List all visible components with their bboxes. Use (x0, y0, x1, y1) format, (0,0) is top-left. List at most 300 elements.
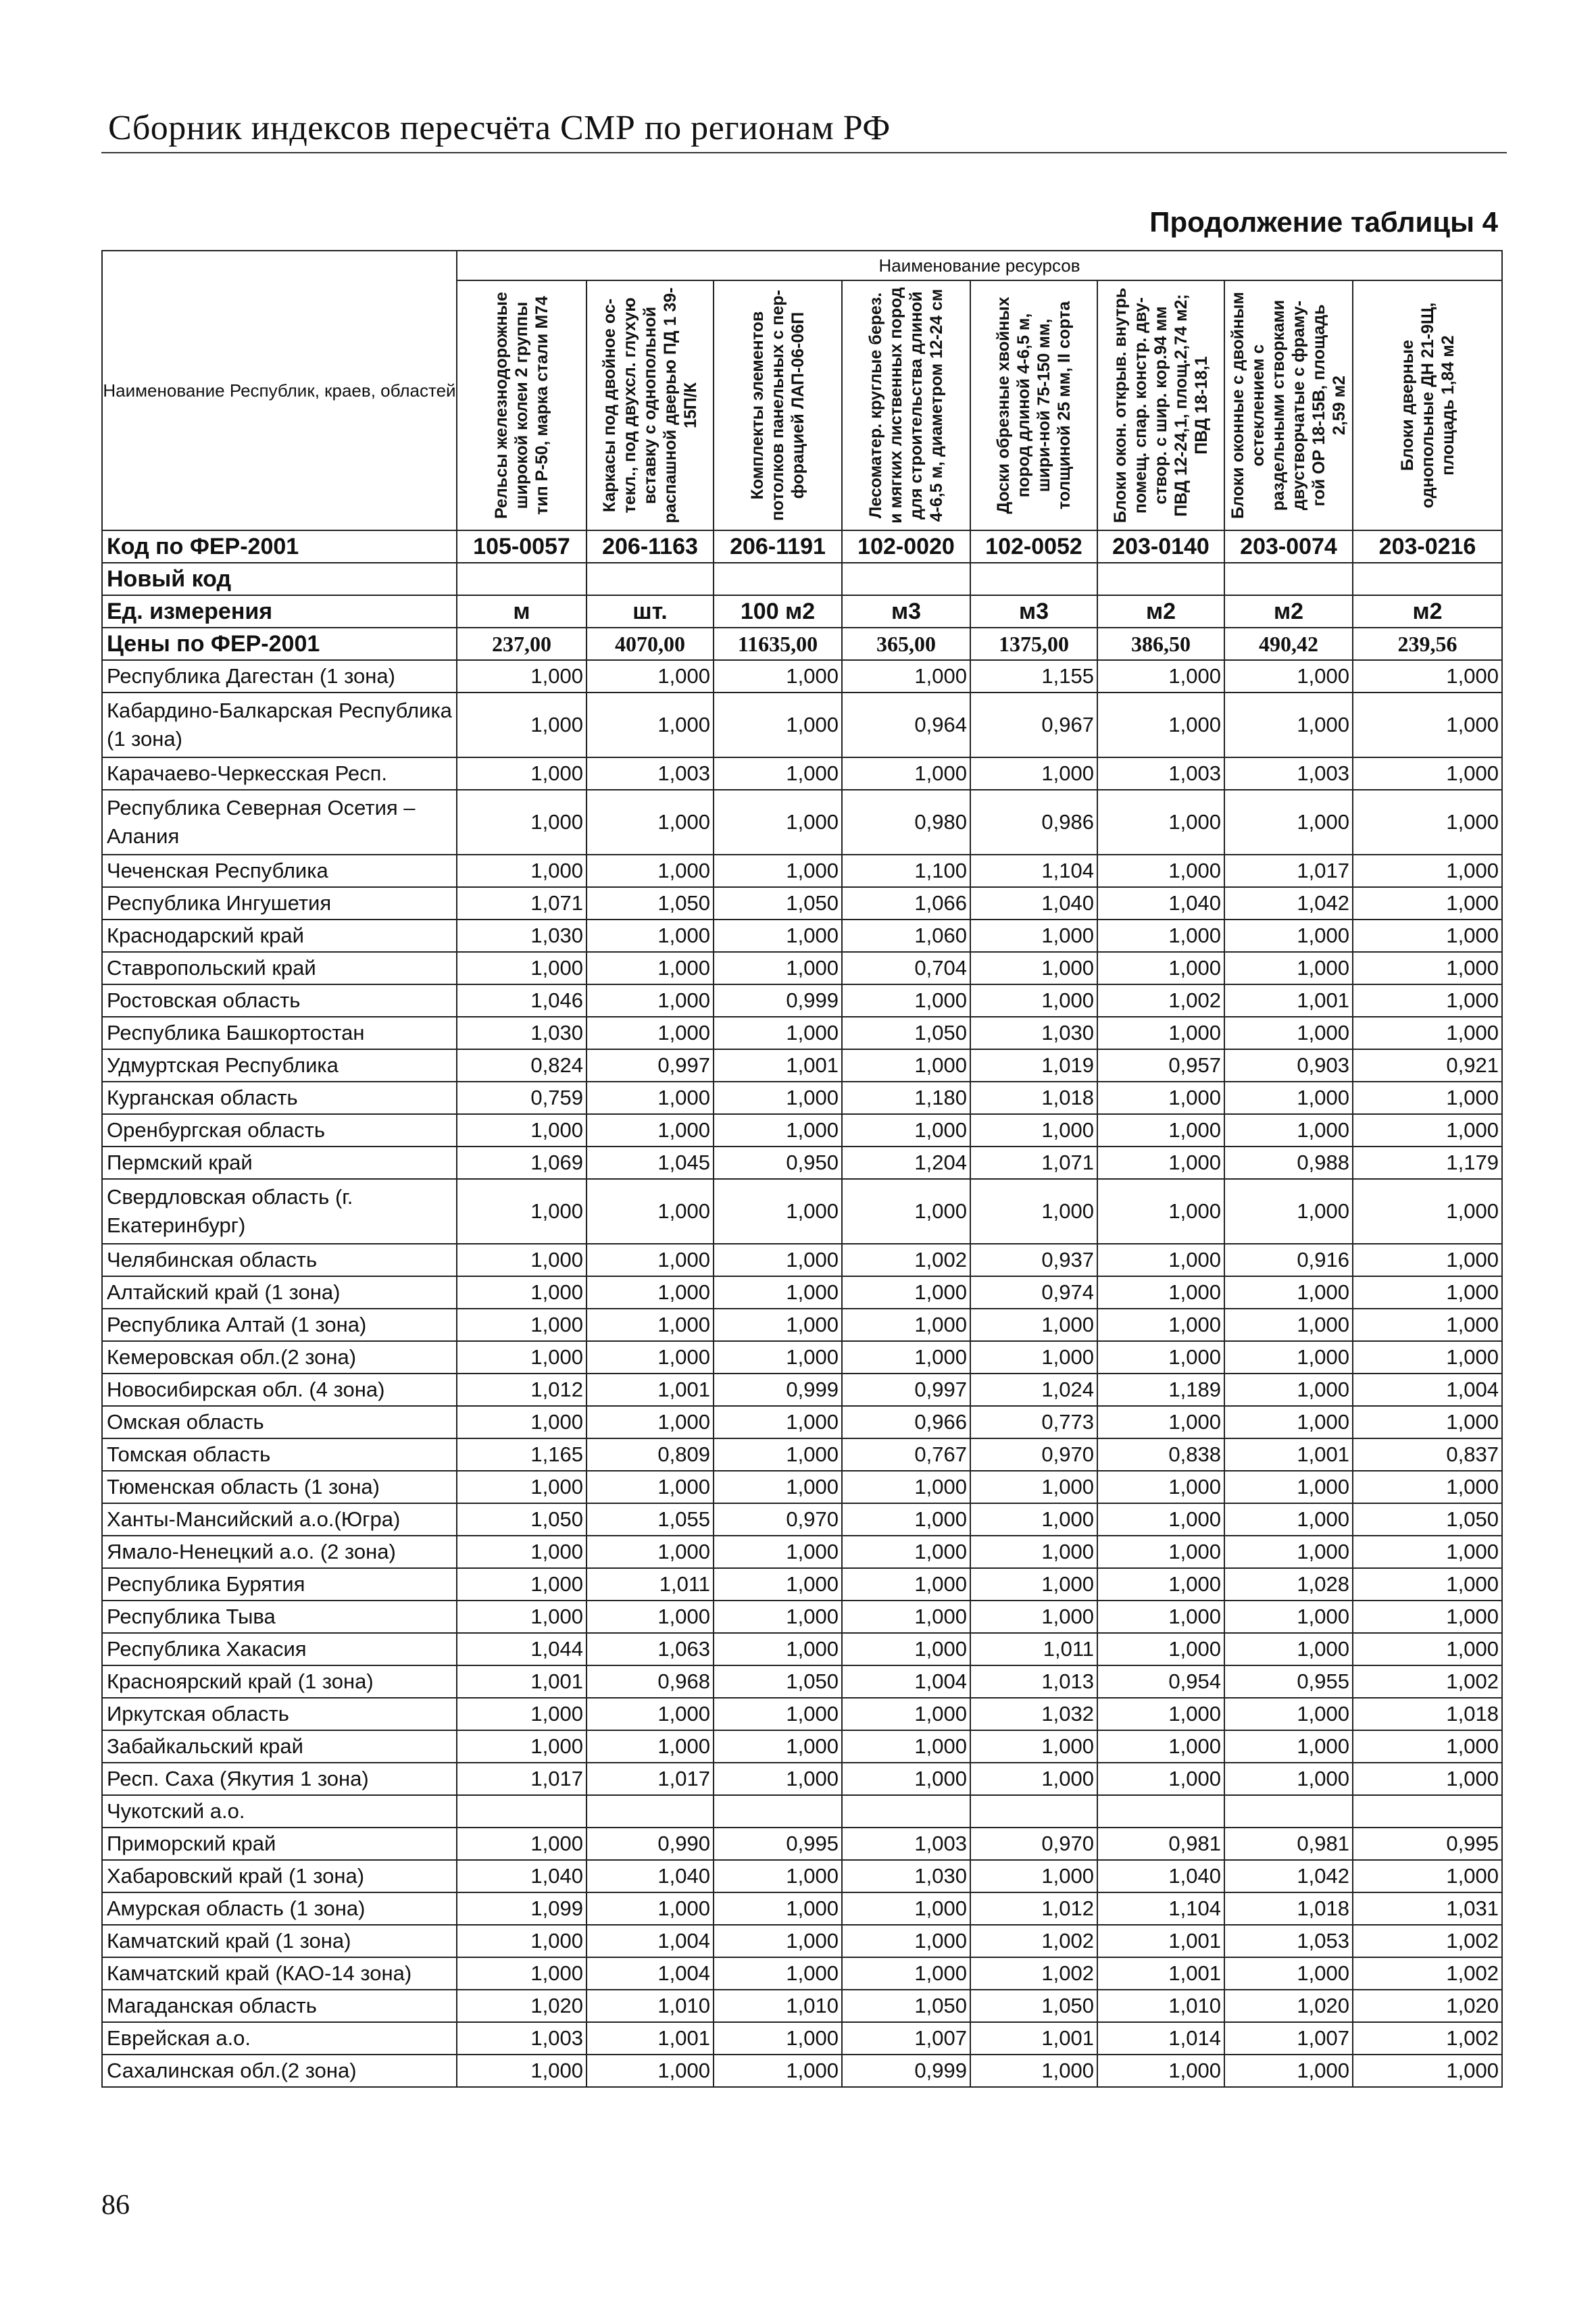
index-value: 1,050 (842, 1017, 970, 1049)
index-value: 1,000 (457, 660, 587, 693)
table-row (102, 887, 1502, 920)
index-value: 1,000 (1353, 1244, 1502, 1276)
price-cell: 365,00 (842, 628, 970, 660)
table-row (102, 757, 1502, 790)
index-value: 1,042 (1224, 887, 1353, 920)
index-value: 1,000 (1097, 1179, 1224, 1244)
table-row (102, 984, 1502, 1017)
table-row (102, 1049, 1502, 1082)
index-value: 1,000 (1097, 693, 1224, 757)
index-value: 1,000 (970, 1536, 1097, 1568)
index-value: 1,000 (714, 920, 842, 952)
index-value: 1,001 (587, 1374, 714, 1406)
index-value: 1,000 (1353, 790, 1502, 855)
index-value: 1,000 (1097, 2055, 1224, 2087)
resources-group-header: Наименование ресурсов (457, 251, 1502, 280)
region-name: Свердловская область (г. Екатеринбург) (102, 1179, 457, 1244)
index-value: 1,000 (1097, 1309, 1224, 1341)
index-value (1097, 1795, 1224, 1828)
new-code-cell (970, 563, 1097, 595)
table-row (102, 1082, 1502, 1114)
table-row (102, 790, 1502, 855)
new-code-cell (1353, 563, 1502, 595)
resource-header-text: Лесоматер. круглые берез. и мягких лиственных пород для строительства длиной 4-6,5 м, диаметром 12-24 см (866, 287, 946, 524)
index-value: 1,000 (842, 1957, 970, 1990)
index-value: 1,000 (1353, 1763, 1502, 1795)
unit-cell: 100 м2 (714, 595, 842, 628)
index-value: 1,000 (1353, 1179, 1502, 1244)
resource-header-7 (1224, 280, 1353, 530)
index-value: 1,001 (1224, 984, 1353, 1017)
index-value: 1,000 (842, 757, 970, 790)
index-value: 1,000 (842, 1309, 970, 1341)
index-value: 0,838 (1097, 1438, 1224, 1471)
table-row (102, 1828, 1502, 1860)
region-name: Кемеровская обл.(2 зона) (102, 1341, 457, 1374)
table-row (102, 1957, 1502, 1990)
region-name: Сахалинская обл.(2 зона) (102, 2055, 457, 2087)
region-name: Омская область (102, 1406, 457, 1438)
index-value: 0,964 (842, 693, 970, 757)
index-value: 1,000 (1224, 1763, 1353, 1795)
index-value: 1,000 (457, 952, 587, 984)
index-value: 1,000 (714, 1601, 842, 1633)
index-value: 1,000 (1224, 1601, 1353, 1633)
index-value: 1,000 (587, 693, 714, 757)
index-value: 1,001 (1097, 1957, 1224, 1990)
index-value: 1,000 (1224, 1536, 1353, 1568)
new-code-cell (457, 563, 587, 595)
fer-code-cell: 102-0052 (970, 530, 1097, 563)
index-value: 1,050 (842, 1990, 970, 2022)
index-value: 1,000 (970, 984, 1097, 1017)
index-value: 1,000 (842, 1892, 970, 1925)
index-value: 1,000 (457, 1957, 587, 1990)
index-value: 1,000 (714, 1763, 842, 1795)
index-value: 1,000 (1097, 1341, 1224, 1374)
index-value: 1,031 (1353, 1892, 1502, 1925)
index-value: 1,000 (457, 1925, 587, 1957)
region-name: Республика Башкортостан (102, 1017, 457, 1049)
index-value: 1,040 (457, 1860, 587, 1892)
unit-cell: м3 (842, 595, 970, 628)
index-value: 1,053 (1224, 1925, 1353, 1957)
index-value: 1,000 (714, 1179, 842, 1244)
index-value: 1,017 (457, 1763, 587, 1795)
unit-cell: м2 (1224, 595, 1353, 628)
index-value: 1,000 (587, 1730, 714, 1763)
index-value: 1,000 (587, 984, 714, 1017)
index-value: 1,000 (1353, 1730, 1502, 1763)
region-name: Чеченская Республика (102, 855, 457, 887)
index-value: 1,000 (1097, 1276, 1224, 1309)
region-name: Забайкальский край (102, 1730, 457, 1763)
index-value: 1,000 (970, 1763, 1097, 1795)
index-value: 1,000 (1097, 1730, 1224, 1763)
region-name: Красноярский край (1 зона) (102, 1665, 457, 1698)
index-value: 0,990 (587, 1828, 714, 1860)
index-value: 1,000 (714, 1438, 842, 1471)
index-value: 1,000 (1224, 1957, 1353, 1990)
index-value: 1,000 (457, 1114, 587, 1147)
table-row (102, 1990, 1502, 2022)
region-name: Ставропольский край (102, 952, 457, 984)
resource-header-text: Доски обрезные хвойных пород длиной 4-6,5 м, шири-ной 75-150 мм, толщиной 25 мм, II сорта (994, 297, 1074, 514)
index-value: 1,000 (714, 693, 842, 757)
index-value: 0,988 (1224, 1147, 1353, 1179)
index-value: 1,071 (457, 887, 587, 920)
unit-cell: м2 (1097, 595, 1224, 628)
fer-code-cell: 203-0216 (1353, 530, 1502, 563)
index-value: 1,012 (457, 1374, 587, 1406)
index-value: 1,069 (457, 1147, 587, 1179)
index-value: 0,903 (1224, 1049, 1353, 1082)
fer-code-cell: 102-0020 (842, 530, 970, 563)
resource-header-5 (970, 280, 1097, 530)
header-rule (101, 152, 1507, 153)
index-value: 1,099 (457, 1892, 587, 1925)
table-row (102, 1698, 1502, 1730)
table-row (102, 1179, 1502, 1244)
table-row (102, 1438, 1502, 1471)
index-value: 1,000 (714, 1341, 842, 1374)
index-value: 1,000 (1353, 984, 1502, 1017)
index-value: 1,000 (457, 855, 587, 887)
index-value: 0,999 (714, 984, 842, 1017)
index-value: 1,000 (1353, 2055, 1502, 2087)
index-value: 1,001 (1224, 1438, 1353, 1471)
index-value: 1,000 (970, 952, 1097, 984)
unit-cell: шт. (587, 595, 714, 628)
index-value: 1,000 (714, 1276, 842, 1309)
index-value: 1,000 (714, 1892, 842, 1925)
index-value: 0,986 (970, 790, 1097, 855)
index-value: 1,003 (1224, 757, 1353, 790)
index-value: 1,000 (714, 1114, 842, 1147)
index-value: 1,000 (1353, 1017, 1502, 1049)
region-name: Карачаево-Черкесская Респ. (102, 757, 457, 790)
index-value: 1,000 (1353, 1276, 1502, 1309)
price-cell: 11635,00 (714, 628, 842, 660)
index-value: 0,981 (1224, 1828, 1353, 1860)
index-value: 1,040 (1097, 1860, 1224, 1892)
index-value: 1,000 (714, 1860, 842, 1892)
index-value: 1,000 (1097, 1244, 1224, 1276)
index-value: 1,000 (457, 1244, 587, 1276)
index-value: 1,000 (587, 2055, 714, 2087)
region-column-header: Наименование Республик, краев, областей (102, 251, 457, 530)
page-number: 86 (101, 2190, 130, 2221)
index-value: 1,012 (970, 1892, 1097, 1925)
index-value: 1,000 (457, 2055, 587, 2087)
index-value: 1,000 (714, 2055, 842, 2087)
region-name: Курганская область (102, 1082, 457, 1114)
region-name: Камчатский край (1 зона) (102, 1925, 457, 1957)
index-value: 0,809 (587, 1438, 714, 1471)
index-value: 1,189 (1097, 1374, 1224, 1406)
index-value: 1,020 (1353, 1990, 1502, 2022)
index-value: 1,000 (970, 1471, 1097, 1503)
region-name: Пермский край (102, 1147, 457, 1179)
index-value: 1,100 (842, 855, 970, 887)
index-value: 1,000 (1097, 790, 1224, 855)
index-value: 1,024 (970, 1374, 1097, 1406)
index-value: 1,000 (1353, 1341, 1502, 1374)
index-value: 1,000 (714, 1471, 842, 1503)
index-value: 1,180 (842, 1082, 970, 1114)
index-value: 1,028 (1224, 1568, 1353, 1601)
index-value: 1,066 (842, 887, 970, 920)
region-name: Кабардино-Балкарская Республика (1 зона) (102, 693, 457, 757)
fer-code-cell: 203-0140 (1097, 530, 1224, 563)
index-value: 1,000 (714, 1633, 842, 1665)
index-value: 1,018 (1353, 1698, 1502, 1730)
index-value: 1,000 (1097, 855, 1224, 887)
index-value: 1,000 (1224, 1503, 1353, 1536)
price-cell: 239,56 (1353, 628, 1502, 660)
index-value: 1,018 (1224, 1892, 1353, 1925)
index-value: 0,837 (1353, 1438, 1502, 1471)
index-value: 0,981 (1097, 1828, 1224, 1860)
index-value: 1,000 (842, 1341, 970, 1374)
region-name: Удмуртская Республика (102, 1049, 457, 1082)
region-name: Оренбургская область (102, 1114, 457, 1147)
table-row (102, 1276, 1502, 1309)
index-value: 1,000 (1353, 1601, 1502, 1633)
index-value: 1,002 (970, 1957, 1097, 1990)
index-value: 0,997 (587, 1049, 714, 1082)
index-value: 1,000 (842, 1633, 970, 1665)
index-value: 1,000 (842, 1049, 970, 1082)
region-name: Магаданская область (102, 1990, 457, 2022)
index-value: 1,000 (970, 1179, 1097, 1244)
index-value: 1,000 (1097, 1082, 1224, 1114)
index-value: 1,000 (842, 984, 970, 1017)
index-value: 1,000 (587, 1601, 714, 1633)
index-value: 1,000 (457, 1536, 587, 1568)
index-value: 1,000 (1097, 1147, 1224, 1179)
index-value: 1,000 (587, 1114, 714, 1147)
index-value: 1,017 (1224, 855, 1353, 887)
index-value: 1,050 (970, 1990, 1097, 2022)
index-value: 1,000 (1224, 952, 1353, 984)
index-value: 1,000 (1353, 1633, 1502, 1665)
index-value: 1,000 (1224, 1374, 1353, 1406)
index-value: 1,000 (714, 757, 842, 790)
new-code-cell (714, 563, 842, 595)
index-value: 0,773 (970, 1406, 1097, 1438)
index-value: 0,995 (714, 1828, 842, 1860)
index-value: 0,957 (1097, 1049, 1224, 1082)
index-value: 1,000 (714, 1536, 842, 1568)
index-value: 1,020 (457, 1990, 587, 2022)
unit-label: Ед. измерения (102, 595, 457, 628)
index-value: 1,002 (842, 1244, 970, 1276)
table-row (102, 1406, 1502, 1438)
index-value: 1,000 (1224, 1698, 1353, 1730)
index-value: 0,999 (842, 2055, 970, 2087)
index-value: 0,824 (457, 1049, 587, 1082)
index-value: 1,000 (970, 1341, 1097, 1374)
table-row (102, 952, 1502, 984)
index-value: 1,000 (714, 1244, 842, 1276)
index-value: 1,000 (1097, 1698, 1224, 1730)
index-value: 1,003 (842, 1828, 970, 1860)
index-value: 1,000 (842, 1568, 970, 1601)
index-value: 1,014 (1097, 2022, 1224, 2055)
fer-code-cell: 206-1163 (587, 530, 714, 563)
index-value: 1,000 (1097, 1601, 1224, 1633)
index-value: 1,000 (587, 1536, 714, 1568)
index-value: 1,011 (587, 1568, 714, 1601)
index-value: 1,000 (714, 660, 842, 693)
index-value: 1,063 (587, 1633, 714, 1665)
index-value: 1,050 (457, 1503, 587, 1536)
index-value: 1,000 (1353, 660, 1502, 693)
index-value: 1,000 (1097, 1568, 1224, 1601)
index-value: 0,767 (842, 1438, 970, 1471)
index-value: 1,032 (970, 1698, 1097, 1730)
resource-header-text: Каркасы под двойное ос-текл., под двухсл. глухую вставку с однопольной распашной дверью ПД 1 39-15П/К (600, 287, 700, 524)
index-value: 1,000 (1353, 757, 1502, 790)
region-name: Чукотский а.о. (102, 1795, 457, 1828)
index-value: 1,000 (1224, 1309, 1353, 1341)
table-row (102, 1860, 1502, 1892)
region-name: Амурская область (1 зона) (102, 1892, 457, 1925)
index-value: 1,046 (457, 984, 587, 1017)
index-value: 1,000 (842, 1730, 970, 1763)
resource-header-text: Блоки оконные с двойным остеклением с раздельными створками двустворчатые с фраму-гой ОР 18-15В, площадь 2,59 м2 (1228, 291, 1349, 520)
index-value: 1,042 (1224, 1860, 1353, 1892)
index-value: 1,000 (1224, 1471, 1353, 1503)
index-value: 1,000 (587, 1406, 714, 1438)
table-row (102, 1503, 1502, 1536)
region-name: Приморский край (102, 1828, 457, 1860)
resource-header-4 (842, 280, 970, 530)
index-value: 1,000 (714, 855, 842, 887)
index-value: 1,000 (457, 1730, 587, 1763)
unit-cell: м (457, 595, 587, 628)
index-value: 1,000 (714, 1406, 842, 1438)
table-row (102, 1665, 1502, 1698)
index-value: 1,000 (587, 660, 714, 693)
price-cell: 237,00 (457, 628, 587, 660)
index-value: 1,000 (1224, 1082, 1353, 1114)
index-value: 1,000 (1097, 660, 1224, 693)
index-value: 1,000 (714, 790, 842, 855)
resource-header-text: Блоки окон. открыв. внутрь помещ. спар. констр. дву-створ. с шир. кор.94 мм ПВД 12-24,1, площ.2,74 м2; ПВД 18-18,1 (1111, 287, 1211, 524)
region-name: Ханты-Мансийский а.о.(Югра) (102, 1503, 457, 1536)
index-value: 1,000 (1224, 1406, 1353, 1438)
index-value: 1,007 (1224, 2022, 1353, 2055)
index-value: 1,000 (1097, 1763, 1224, 1795)
index-value: 1,000 (1224, 790, 1353, 855)
index-value: 1,000 (1353, 1536, 1502, 1568)
index-value: 1,000 (1097, 1471, 1224, 1503)
index-value: 1,013 (970, 1665, 1097, 1698)
index-value: 1,000 (457, 1179, 587, 1244)
index-value (714, 1795, 842, 1828)
region-name: Иркутская область (102, 1698, 457, 1730)
index-value: 1,000 (1224, 1114, 1353, 1147)
resource-header-6 (1097, 280, 1224, 530)
index-value: 1,002 (1353, 1925, 1502, 1957)
region-name: Республика Алтай (1 зона) (102, 1309, 457, 1341)
index-value: 1,000 (1353, 693, 1502, 757)
index-value: 1,104 (1097, 1892, 1224, 1925)
index-value: 1,004 (587, 1957, 714, 1990)
region-name: Краснодарский край (102, 920, 457, 952)
table-row (102, 1536, 1502, 1568)
index-value: 1,000 (842, 1179, 970, 1244)
index-value: 1,000 (1224, 693, 1353, 757)
fer-code-cell: 203-0074 (1224, 530, 1353, 563)
index-value: 1,000 (1353, 887, 1502, 920)
index-value: 1,000 (457, 1568, 587, 1601)
code-label: Код по ФЕР-2001 (102, 530, 457, 563)
index-value: 1,000 (714, 952, 842, 984)
index-value: 1,000 (457, 1828, 587, 1860)
index-value: 1,001 (970, 2022, 1097, 2055)
price-cell: 4070,00 (587, 628, 714, 660)
index-value: 0,970 (714, 1503, 842, 1536)
index-value: 1,002 (1097, 984, 1224, 1017)
index-value: 1,000 (587, 1276, 714, 1309)
index-value: 1,000 (842, 1763, 970, 1795)
table-row (102, 855, 1502, 887)
index-value: 1,007 (842, 2022, 970, 2055)
region-name: Ямало-Ненецкий а.о. (2 зона) (102, 1536, 457, 1568)
index-value: 1,000 (457, 1601, 587, 1633)
region-name: Новосибирская обл. (4 зона) (102, 1374, 457, 1406)
table-row (102, 1309, 1502, 1341)
index-value: 1,000 (457, 757, 587, 790)
index-value: 1,000 (1097, 1536, 1224, 1568)
region-name: Республика Тыва (102, 1601, 457, 1633)
index-value: 1,000 (1353, 1471, 1502, 1503)
index-value: 1,002 (1353, 1957, 1502, 1990)
index-value: 1,000 (842, 1503, 970, 1536)
index-value: 1,000 (1097, 1114, 1224, 1147)
index-value: 1,000 (1224, 1276, 1353, 1309)
index-value: 0,995 (1353, 1828, 1502, 1860)
index-value: 1,000 (587, 1179, 714, 1244)
region-name: Республика Хакасия (102, 1633, 457, 1665)
index-value: 0,759 (457, 1082, 587, 1114)
index-value: 1,000 (714, 1730, 842, 1763)
index-value: 1,000 (1224, 1179, 1353, 1244)
index-value: 1,030 (970, 1017, 1097, 1049)
region-name: Республика Дагестан (1 зона) (102, 660, 457, 693)
resource-header-3 (714, 280, 842, 530)
index-value (1353, 1795, 1502, 1828)
index-value (842, 1795, 970, 1828)
index-value: 1,000 (1224, 2055, 1353, 2087)
unit-cell: м2 (1353, 595, 1502, 628)
table-row (102, 1017, 1502, 1049)
index-value: 1,000 (970, 1309, 1097, 1341)
index-value: 1,165 (457, 1438, 587, 1471)
index-value: 1,000 (1353, 855, 1502, 887)
table-row (102, 1471, 1502, 1503)
index-value: 1,017 (587, 1763, 714, 1795)
index-value: 1,000 (457, 790, 587, 855)
resource-header-text: Блоки дверные однопольные ДН 21-9Щ, площадь 1,84 м2 (1397, 302, 1457, 509)
index-value: 1,000 (970, 1601, 1097, 1633)
index-value: 1,000 (1353, 920, 1502, 952)
index-value: 1,000 (587, 1244, 714, 1276)
index-value: 1,004 (842, 1665, 970, 1698)
